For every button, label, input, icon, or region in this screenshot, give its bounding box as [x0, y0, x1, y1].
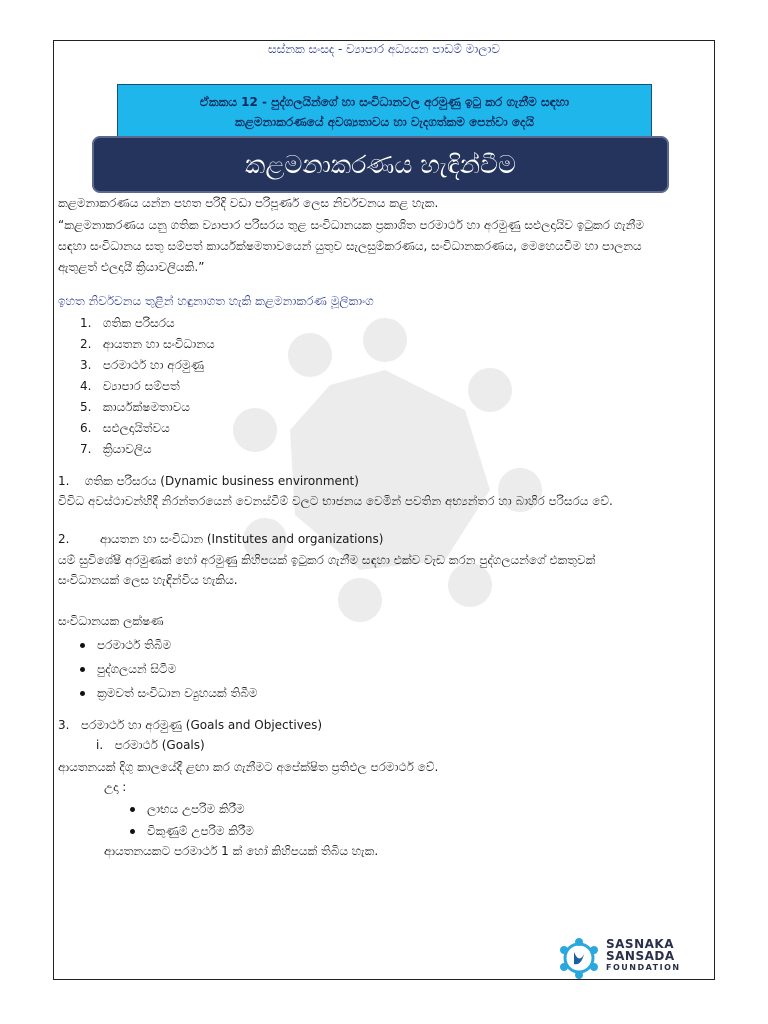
unit-line-2: කළමනාකරණයේ අවශ්‍යතාවය හා වැදගත්කම පෙන්වා දෙයි — [234, 115, 535, 129]
list-item: 7. ක්‍රියාවලිය — [80, 442, 152, 456]
list-item: 2. ආයතන හා සංවිධානය — [80, 337, 215, 351]
section-3-body: ආයතනයක් දිගු කාලයේදී ළඟා කර ගැනීමට අපේක්ෂිත ප්‍රතිඵල පරමාර්ථ වේ. — [58, 760, 439, 774]
list-item: 5. කාර්යක්ෂමතාවය — [80, 400, 190, 414]
definition-line-1: “කළමනාකරණය යනු ගතික ව්‍යාපාර පරිසරය තුළ සංවිධානයක ප්‍රකාශිත පරමාර්ථ හා අරමුණු සඵලදායිව ඉටුකර ගැනීම — [58, 218, 644, 232]
bullet-item: ක්‍රමවත් සංවිධාන ව්‍යුහයක් තිබීම — [80, 686, 257, 701]
example-label: උදා : — [104, 780, 127, 794]
list-item: 4. ව්‍යාපාර සම්පත් — [80, 379, 180, 393]
section-1-title: 1. ගතික පරිසරය (Dynamic business environment) — [58, 474, 359, 488]
unit-line-1: ඒකකය 12 - පුද්ගලයින්ගේ හා සංවිධානවල අරමුණු ඉටු කර ගැනීම සඳහා — [199, 95, 570, 109]
page-title: කළමනාකරණය හැඳින්වීම — [92, 136, 669, 193]
logo-text: SASNAKA SANSADA FOUNDATION — [606, 937, 681, 972]
definition-line-2: සඳහා සංවිධානය සතු සම්පත් කාර්යක්ෂමතාවයෙන් යුතුව සැලසුම්කරණය, සංවිධානකරණය, මෙහෙයවීම හා පාලනය — [58, 239, 642, 253]
list-item: 3. පරමාර්ථ හා අරමුණු — [80, 358, 204, 372]
list-item: 1. ගතික පරිසරය — [80, 316, 175, 330]
section-1-body: විවිධ අවස්ථාවන්හිදී නිරන්තරයෙන් වෙනස්වීම් වලට භාජනය වෙමින් පවතින අභ්‍යන්තර හා බාහිර පරිසරය වේ. — [58, 494, 613, 508]
section-3-note: ආයතනයකට පරමාර්ථ 1 ක් හෝ කිහිපයක් තිබිය හැක. — [104, 844, 379, 858]
watermark-graphic — [220, 300, 550, 630]
definition-line-3: ඇතුළත් එලදායී ක්‍රියාවලියකි.” — [58, 260, 205, 274]
features-heading: සංවිධානයක ලක්ෂණ — [58, 614, 164, 628]
intro-line: කළමනාකරණය යන්න පහත පරිදි වඩා පරිපූර්ණ ලෙස නිර්වචනය කළ හැක. — [58, 196, 439, 210]
section-2-body-2: සංවිධානයක් ලෙස හැඳින්විය හැකිය. — [58, 573, 238, 587]
elements-heading: ඉහත නිර්වචනය තුළින් හඳුනාගත හැකි කළමනාකරණ මූලිකාංග — [58, 294, 374, 308]
section-3-subtitle: i. පරමාර්ථ (Goals) — [96, 738, 205, 752]
unit-banner — [117, 84, 652, 140]
list-item: 6. සඵලදායිත්වය — [80, 421, 170, 435]
bullet-item: විකුණුම් උපරිම කිරීම — [130, 824, 254, 839]
bullet-item: පරමාර්ථ තිබීම — [80, 638, 171, 653]
bullet-item: පුද්ගලයන් සිටීම — [80, 662, 176, 677]
logo-icon — [556, 936, 602, 980]
bullet-item: ලාභය උපරිම කිරීම — [130, 802, 245, 817]
section-3-title: 3. පරමාර්ථ හා අරමුණු (Goals and Objectives) — [58, 718, 323, 732]
series-title: සස්නක සංසද - ව්‍යාපාර අධ්‍යයන පාඩම් මාලාව — [268, 42, 500, 56]
section-2-title: 2. ආයතන හා සංවිධාන (Institutes and organizations) — [58, 532, 384, 546]
sasnaka-logo — [556, 936, 686, 980]
section-2-body-1: යම් සුවිශේෂී අරමුණක් හෝ අරමුණු කිහිපයක් ඉටුකර ගැනීම සඳහා එක්ව වැඩ කරන පුද්ගලයන්ගේ එකතුවක් — [58, 553, 596, 567]
